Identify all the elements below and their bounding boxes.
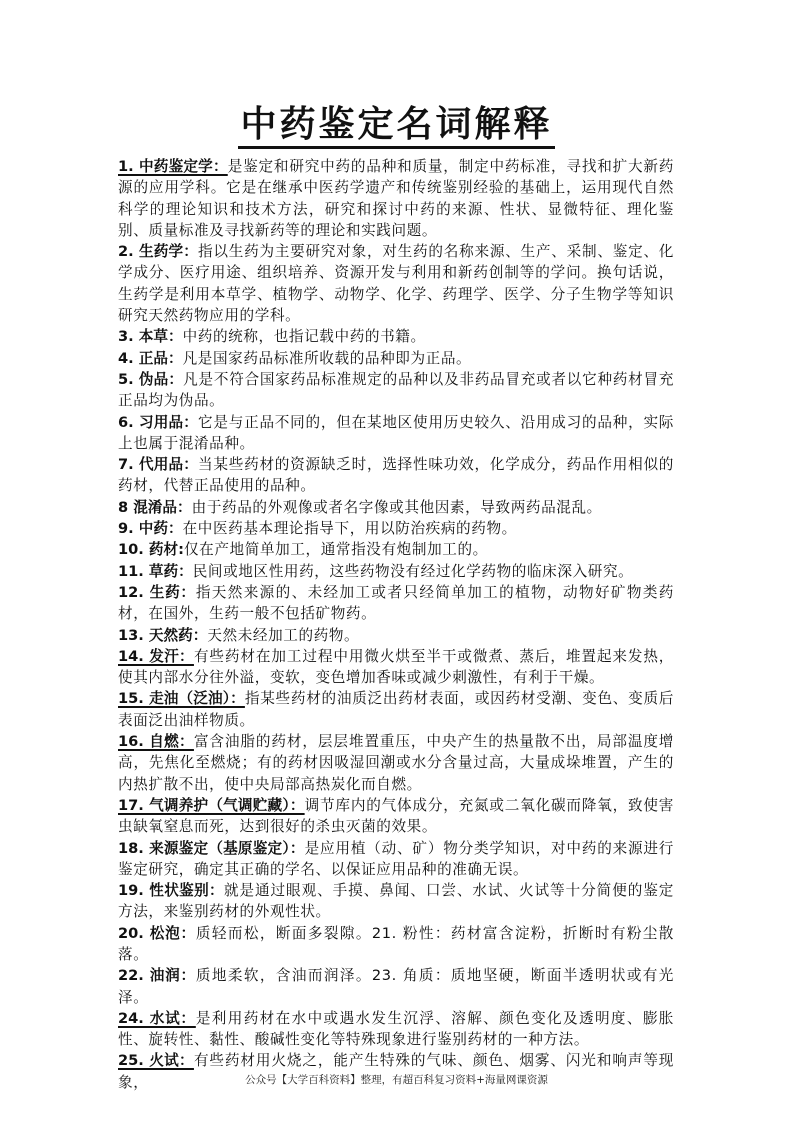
entry-term: 9. 中药： — [118, 520, 183, 538]
entry-1 — [118, 156, 674, 241]
entry-term: 22. 油润： — [118, 967, 196, 985]
entry-definition: 有些药材用火烧之，能产生特殊的气味、颜色、烟雾、闪光和响声等现象， — [118, 1052, 675, 1091]
entry-definition: 指以生药为主要研究对象，对生药的名称来源、生产、采制、鉴定、化学成分、医疗用途、组织培养、资源开发与利用和新药创制等的学问。换句话说，生药学是利用本草学、植物学、动物学、化学、药理学、医学、分子生物学等知识研究天然药物应用的学科。 — [118, 243, 675, 325]
entry-term: 15. 走油（泛油）： — [118, 690, 245, 708]
entry-term: 12. 生药： — [118, 583, 196, 601]
entry-22-23 — [118, 965, 674, 1008]
entry-24 — [118, 1008, 674, 1051]
entry-definition: 当某些药材的资源缺乏时，选择性味功效，化学成分，药品作用相似的药材，代替正品使用的品种。 — [118, 456, 675, 495]
entry-term: 2. 生药学： — [118, 243, 198, 261]
entry-9 — [118, 518, 674, 539]
entry-definition: 质轻而松，断面多裂隙。 — [195, 924, 372, 942]
entry-18 — [118, 838, 674, 881]
entry-4 — [118, 348, 674, 369]
entry-term: 25. 火试： — [118, 1052, 194, 1070]
entry-term: 4. 正品： — [118, 349, 183, 367]
entry-definition: 调节库内的气体成分，充氮或二氧化碳而降氧，致使害虫缺氧窒息而死，达到很好的杀虫灭菌的效果。 — [118, 796, 674, 836]
entry-term: 6. 习用品： — [118, 413, 198, 431]
entry-definition: 是鉴定和研究中药的品种和质量，制定中药标准，寻找和扩大新药源的应用学科。它是在继承中医药学遗产和传统鉴别经验的基础上，运用现代自然科学的理论知识和技术方法，研究和探讨中药的来源、性状、显微特征、理化鉴别、质量标准及寻找新药等的理论和实践问题。 — [118, 158, 674, 239]
entry-definition: 在中医药基本理论指导下，用以防治疾病的药物。 — [182, 520, 517, 538]
entry-definition: 是利用药材在水中或遇水发生沉浮、溶解、颜色变化及透明度、膨胀性、旋转性、黏性、酸碱性变化等特殊现象进行鉴别药材的一种方法。 — [118, 1009, 674, 1049]
entry-term: 5. 伪品： — [118, 370, 184, 388]
glossary-body — [118, 156, 674, 1093]
entry-definition: 就是通过眼观、手摸、鼻闻、口尝、水试、火试等十分简便的鉴定方法，来鉴别药材的外观性状。 — [118, 882, 675, 921]
page-footer: 公众号【大学百科资料】整理，有超百科复习资料+海量网课资源 — [245, 1074, 548, 1086]
page-title: 中药鉴定名词解释 — [238, 104, 554, 149]
entry-definition: 有些药材在加工过程中用微火烘至半干或微煮、蒸后，堆置起来发热，使其内部水分往外溢，变软，变色增加香味或减少刺激性，有利于干燥。 — [118, 647, 675, 687]
entry-term: 13. 天然药： — [118, 626, 208, 644]
entry-term-inline: 21. 粉性： — [371, 924, 451, 942]
entry-20-21 — [118, 923, 674, 966]
entry-definition: 民间或地区性用药，这些药物没有经过化学药物的临床深入研究。 — [192, 562, 634, 580]
entry-12 — [118, 582, 674, 625]
entry-definition: 由于药品的外观像或者名字像或其他因素，导致两药品混乱。 — [191, 498, 602, 516]
entry-6 — [118, 412, 674, 455]
entry-19 — [118, 880, 674, 923]
entry-term: 24. 水试： — [118, 1009, 196, 1027]
entry-term-inline: 23. 角质： — [371, 967, 451, 985]
entry-10 — [118, 539, 674, 560]
entry-definition: 是应用植（动、矿）物分类学知识，对中药的来源进行鉴定研究，确定其正确的学名、以保证应用品种的准确无误。 — [118, 839, 674, 878]
entry-2 — [118, 241, 674, 326]
entry-definition: 天然未经加工的药物。 — [207, 626, 360, 644]
entry-term: 7. 代用品： — [118, 456, 198, 474]
entry-term: 16. 自燃： — [118, 733, 194, 751]
entry-definition: 指某些药材的油质泛出药材表面，或因药材受潮、变色、变质后表面泛出油样物质。 — [118, 690, 674, 729]
entry-definition: 药材富含淀粉，折断时有粉尘散落。 — [118, 924, 674, 963]
entry-14 — [118, 646, 674, 689]
entry-15 — [118, 688, 674, 731]
entry-definition: 凡是国家药品标准所收载的品种即为正品。 — [182, 349, 472, 367]
entry-definition: 质地坚硬，断面半透明状或有光泽。 — [118, 967, 674, 1006]
entry-term: 3. 本草： — [118, 328, 183, 346]
entry-definition: 富含油脂的药材，层层堆置重压，中央产生的热量散不出，局部温度增高，先焦化至燃烧；有的药材因吸湿回潮或水分含量过高，大量成垛堆置，产生的内热扩散不出，使中央局部高热炭化而自燃。 — [118, 733, 675, 793]
entry-definition: 凡是不符合国家药品标准规定的品种以及非药品冒充或者以它种药材冒充正品均为伪品。 — [118, 370, 675, 410]
entry-term: 11. 草药： — [118, 562, 193, 580]
entry-16 — [118, 731, 674, 795]
title-container — [0, 104, 793, 149]
entry-term: 17. 气调养护（气调贮藏）： — [118, 796, 305, 814]
entry-17 — [118, 795, 674, 838]
entry-5 — [118, 369, 674, 412]
entry-term: 19. 性状鉴别： — [118, 882, 224, 900]
entry-definition: 仅在产地简单加工，通常指没有炮制加工的。 — [183, 541, 488, 559]
entry-term: 14. 发汗： — [118, 647, 194, 665]
entry-definition: 它是与正品不同的，但在某地区使用历史较久、沿用成习的品种，实际上也属于混淆品种。 — [118, 413, 675, 452]
entry-definition: 指天然来源的、未经加工或者只经简单加工的植物，动物好矿物类药材，在国外，生药一般不包括矿物药。 — [118, 583, 674, 623]
entry-term: 20. 松泡： — [118, 924, 196, 942]
entry-11 — [118, 561, 674, 582]
entry-7 — [118, 454, 674, 497]
entry-term: 8 混淆品： — [118, 498, 192, 516]
entry-term: 18. 来源鉴定（基原鉴定）： — [118, 839, 305, 857]
entry-definition: 中药的统称，也指记载中药的书籍。 — [182, 328, 426, 346]
entry-definition: 质地柔软，含油而润泽。 — [195, 967, 372, 985]
entry-13 — [118, 625, 674, 646]
entry-term: 1. 中药鉴定学： — [118, 158, 228, 175]
entry-8 — [118, 497, 674, 518]
entry-term: 10. 药材: — [118, 541, 184, 559]
entry-3 — [118, 326, 674, 347]
